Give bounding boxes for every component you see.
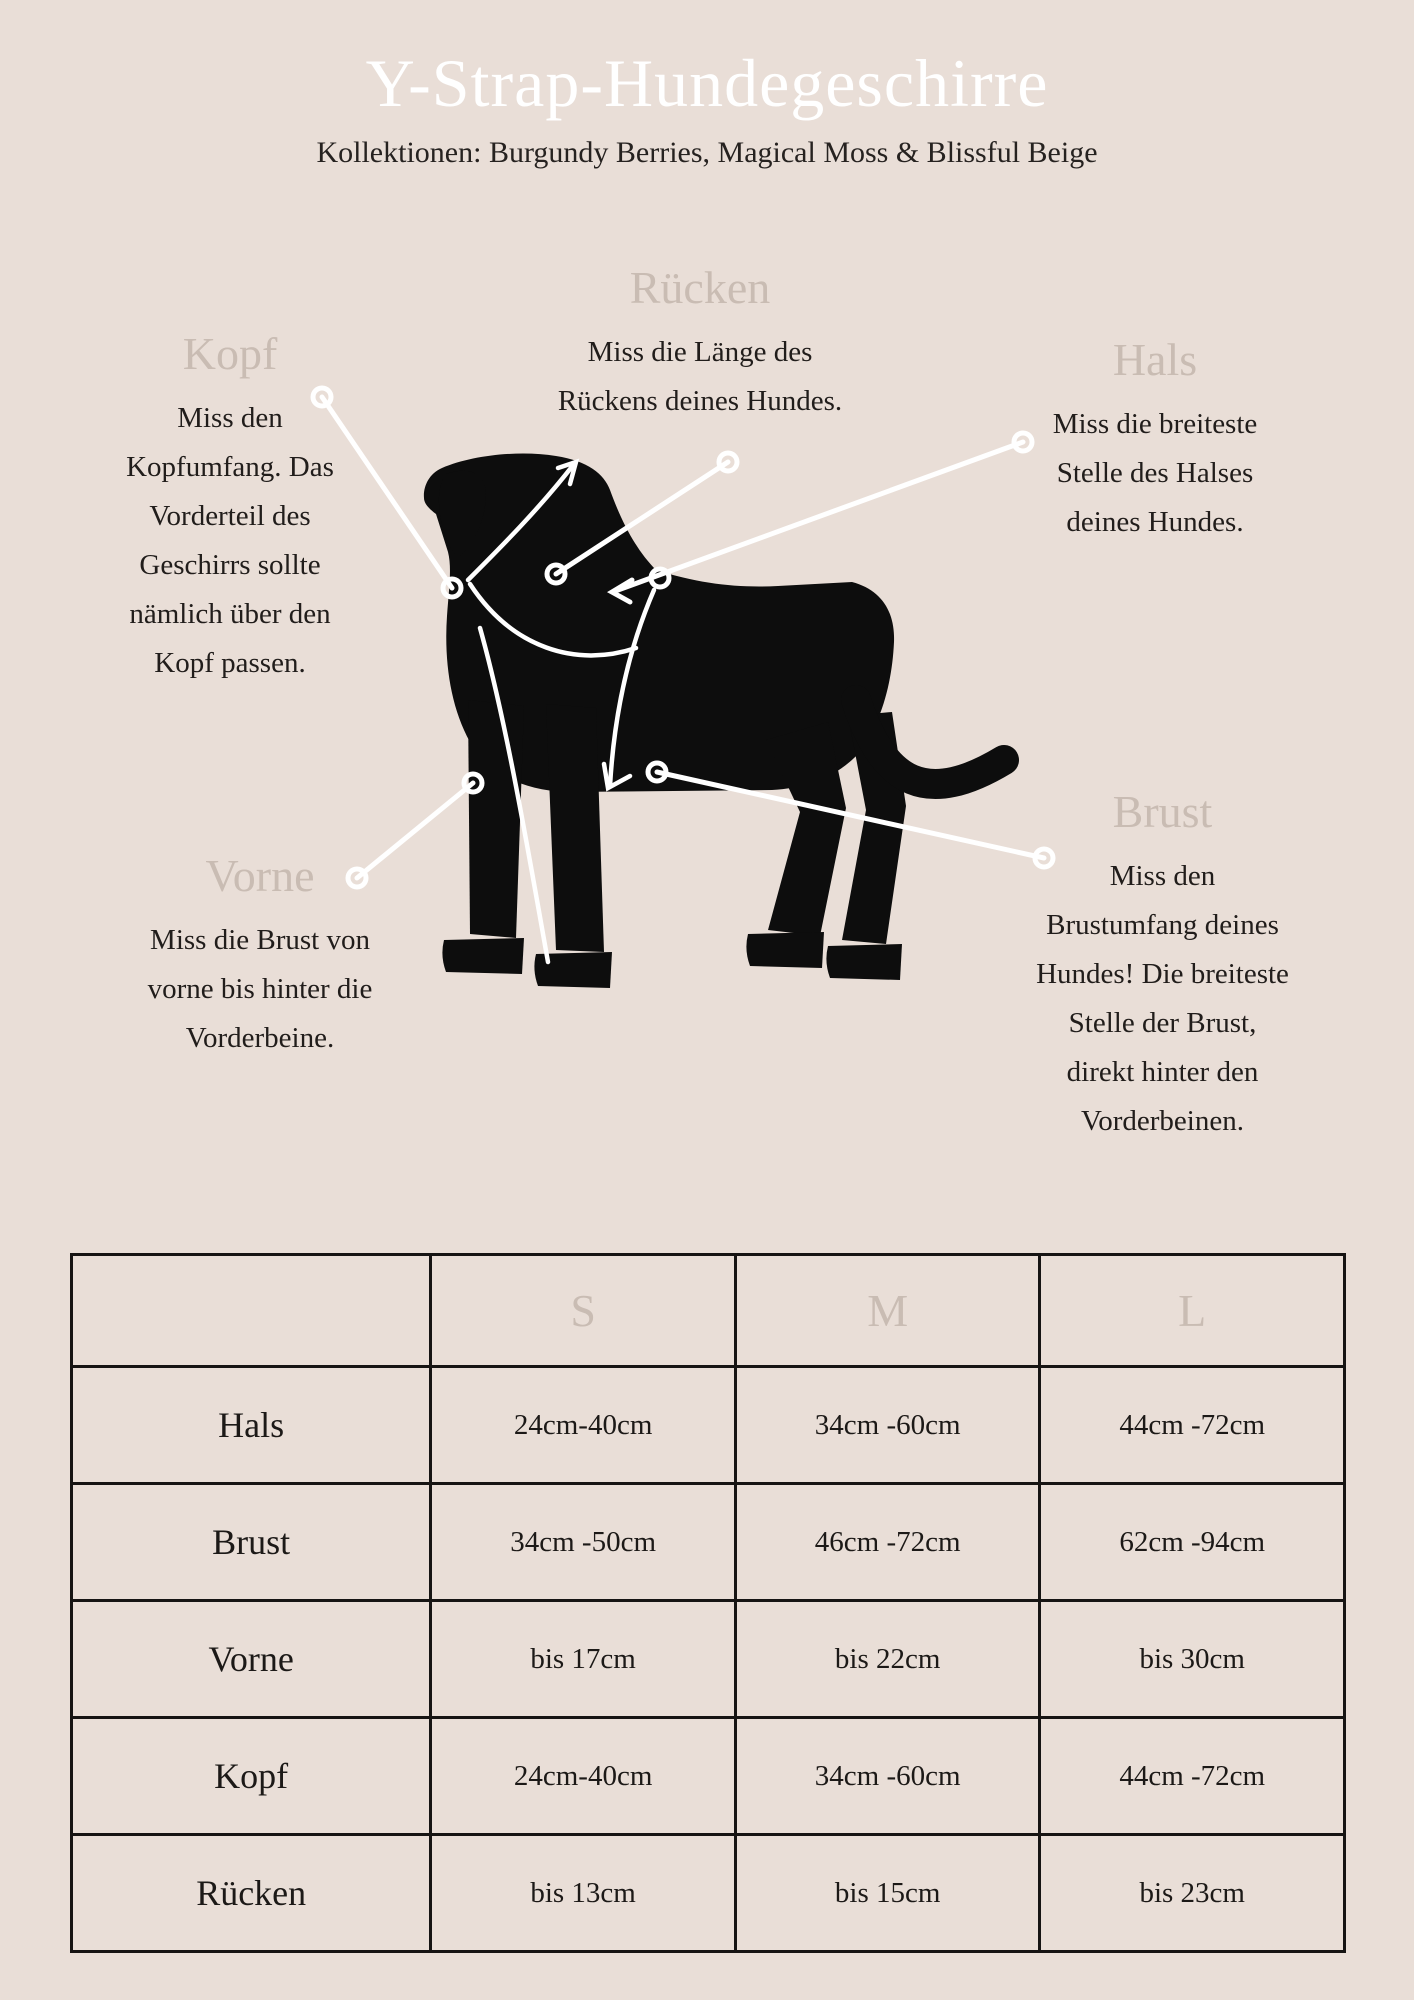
- annotation-brust-line: direkt hinter den: [1066, 1056, 1259, 1089]
- row-label-vorne: Vorne: [72, 1601, 431, 1718]
- row-label-ruecken: Rücken: [72, 1835, 431, 1952]
- annotation-kopf-line: Miss den: [177, 402, 283, 435]
- annotation-hals-heading: Hals: [1112, 334, 1198, 385]
- vorne-m-value: bis 22cm: [735, 1601, 1040, 1718]
- annotation-kopf-line: nämlich über den: [129, 598, 331, 631]
- annotation-brust-line: Hundes! Die breiteste: [1036, 958, 1289, 991]
- annotation-kopf-heading: Kopf: [182, 328, 278, 379]
- annotation-hals-line: Miss die breiteste: [1052, 408, 1258, 441]
- page-subtitle: Kollektionen: Burgundy Berries, Magical Moss & Blissful Beige: [316, 136, 1098, 169]
- row-label-brust: Brust: [72, 1484, 431, 1601]
- annotation-brust-heading: Brust: [1112, 786, 1213, 837]
- kopf-s-value: 24cm-40cm: [431, 1718, 736, 1835]
- annotation-brust-line: Brustumfang deines: [1046, 909, 1279, 942]
- row-label-kopf: Kopf: [72, 1718, 431, 1835]
- dog-rear-paw-far: [826, 944, 902, 980]
- ruecken-m-value: bis 15cm: [735, 1835, 1040, 1952]
- size-table-header-s: S: [431, 1255, 736, 1367]
- hals-callout-line: [618, 442, 1023, 590]
- annotation-vorne-heading: Vorne: [205, 850, 315, 901]
- size-table-header-row: [72, 1255, 1345, 1367]
- dog-rear-leg: [766, 722, 846, 936]
- annotation-ruecken: [450, 264, 950, 426]
- dog-front-leg: [468, 700, 524, 938]
- size-table-corner-cell: [72, 1255, 431, 1367]
- annotation-brust-line: Vorderbeinen.: [1081, 1105, 1244, 1138]
- annotation-vorne: [105, 852, 415, 1063]
- size-table-header-l: L: [1040, 1255, 1345, 1367]
- annotation-hals: [1005, 336, 1305, 547]
- table-row-brust: [72, 1484, 1345, 1601]
- page-title: Y-Strap-Hundegeschirre: [365, 45, 1049, 121]
- annotation-kopf-line: Kopf passen.: [154, 647, 306, 680]
- annotation-ruecken-line: Rückens deines Hundes.: [557, 385, 843, 418]
- annotation-hals-line: deines Hundes.: [1066, 506, 1244, 539]
- vorne-l-value: bis 30cm: [1040, 1601, 1345, 1718]
- annotation-vorne-line: vorne bis hinter die: [147, 973, 373, 1006]
- hals-l-value: 44cm -72cm: [1040, 1367, 1345, 1484]
- hals-s-value: 24cm-40cm: [431, 1367, 736, 1484]
- hals-m-value: 34cm -60cm: [735, 1367, 1040, 1484]
- annotation-kopf-line: Geschirrs sollte: [139, 549, 321, 582]
- row-label-hals: Hals: [72, 1367, 431, 1484]
- table-row-kopf: [72, 1718, 1345, 1835]
- annotation-vorne-line: Miss die Brust von: [150, 924, 370, 957]
- annotation-ruecken-heading: Rücken: [629, 262, 771, 313]
- annotation-kopf-line: Vorderteil des: [149, 500, 311, 533]
- kopf-l-value: 44cm -72cm: [1040, 1718, 1345, 1835]
- brust-s-value: 34cm -50cm: [431, 1484, 736, 1601]
- dog-front-paw: [442, 938, 524, 974]
- dog-front-leg-far: [546, 704, 604, 952]
- table-row-ruecken: [72, 1835, 1345, 1952]
- annotation-kopf: [85, 330, 375, 688]
- table-row-hals: [72, 1367, 1345, 1484]
- annotation-brust-line: Miss den: [1109, 860, 1216, 893]
- table-row-vorne: [72, 1601, 1345, 1718]
- annotation-ruecken-line: Miss die Länge des: [587, 336, 813, 369]
- size-table: [70, 1253, 1346, 1953]
- dog-rear-paw: [746, 932, 824, 968]
- kopf-m-value: 34cm -60cm: [735, 1718, 1040, 1835]
- annotation-brust-line: Stelle der Brust,: [1068, 1007, 1257, 1040]
- brust-m-value: 46cm -72cm: [735, 1484, 1040, 1601]
- annotation-hals-line: Stelle des Halses: [1056, 457, 1254, 490]
- size-table-header-m: M: [735, 1255, 1040, 1367]
- annotation-brust: [995, 788, 1330, 1146]
- ruecken-s-value: bis 13cm: [431, 1835, 736, 1952]
- annotation-vorne-line: Vorderbeine.: [185, 1022, 335, 1055]
- vorne-s-value: bis 17cm: [431, 1601, 736, 1718]
- brust-l-value: 62cm -94cm: [1040, 1484, 1345, 1601]
- ruecken-l-value: bis 23cm: [1040, 1835, 1345, 1952]
- annotation-kopf-line: Kopfumfang. Das: [126, 451, 334, 484]
